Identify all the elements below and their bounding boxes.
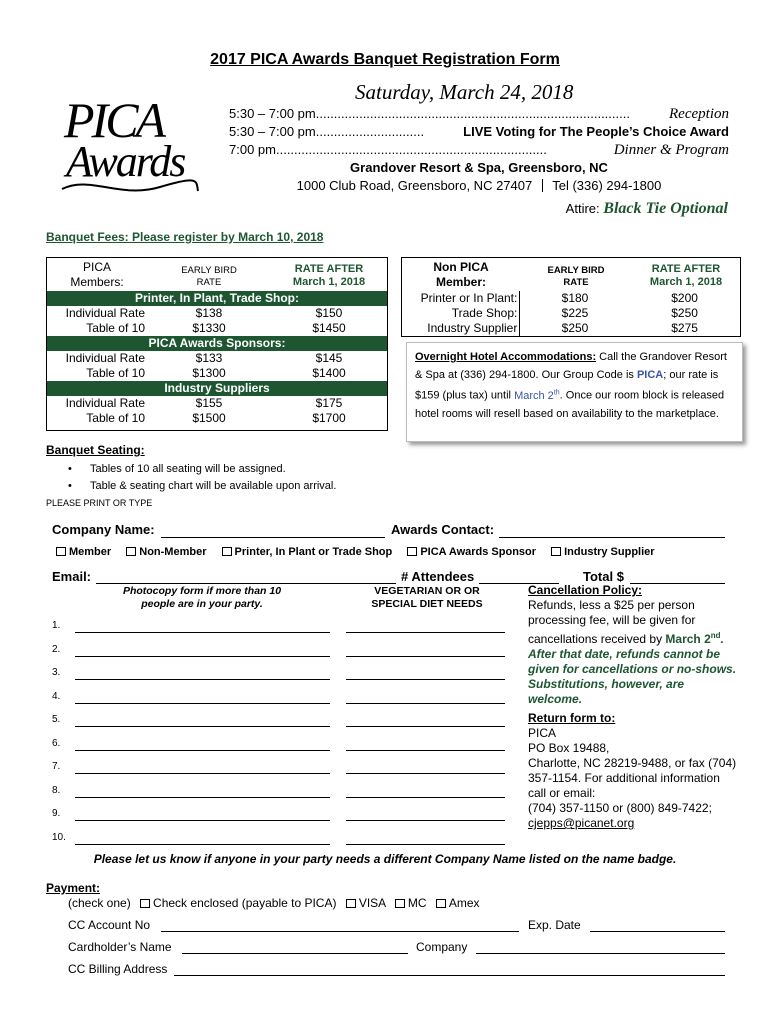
schedule-time: 5:30 – 7:00 pm <box>229 124 316 139</box>
cancellation-deadline-suffix: nd <box>710 631 721 640</box>
attendee-name-field[interactable] <box>75 797 330 798</box>
schedule-time: 7:00 pm <box>229 142 276 157</box>
cc-account-label: CC Account No <box>68 918 151 932</box>
dot-leader: ....................................................................................... <box>315 106 630 121</box>
attendee-number: 4. <box>52 690 61 702</box>
cancellation-deadline <box>665 632 720 646</box>
row-label: Individual Rate <box>65 396 145 410</box>
group-code: PICA <box>636 369 664 381</box>
diet-needs-field[interactable] <box>346 726 505 727</box>
cancellation-deadline-date: March 2 <box>665 632 711 646</box>
table-row <box>47 396 387 411</box>
schedule-row <box>229 105 729 123</box>
attire-value: Black Tie Optional <box>603 200 728 217</box>
members-heading-line: PICA <box>82 260 111 274</box>
rate-after-heading <box>279 263 379 289</box>
hotel-info-box <box>406 342 743 442</box>
attendee-name-field[interactable] <box>75 820 330 821</box>
checkbox-icon[interactable] <box>395 899 405 908</box>
hotel-text: . Once our room block is released hotel rooms will resell based on availability to the marketplace. <box>415 389 725 420</box>
cardholder-field[interactable] <box>182 953 408 954</box>
awards-contact-label: Awards Contact: <box>391 522 495 537</box>
diet-needs-field[interactable] <box>346 632 505 633</box>
after-price: $250 <box>671 306 698 320</box>
diet-needs-field[interactable] <box>346 773 505 774</box>
diet-heading: VEGETARIAN OR OR SPECIAL DIET NEEDS <box>371 585 483 610</box>
rate-after-heading <box>634 263 738 289</box>
checkbox-icon[interactable] <box>346 899 356 908</box>
attendee-name-field[interactable] <box>75 703 330 704</box>
rate-after-date: March 1, 2018 <box>292 276 366 288</box>
venue-address: 1000 Club Road, Greensboro, NC 27407 <box>296 178 533 193</box>
diet-needs-field[interactable] <box>346 656 505 657</box>
dot-leader: ........................................................................... <box>275 142 547 157</box>
early-bird-price: $133 <box>195 351 223 365</box>
cc-account-field[interactable] <box>161 931 519 932</box>
hotel-text: ; our rate is $159 (plus tax) until <box>415 369 719 402</box>
attendee-number: 6. <box>52 737 61 749</box>
attendee-name-field[interactable] <box>75 656 330 657</box>
nonmember-heading-line: Member: <box>435 275 486 289</box>
schedule-event: Dinner & Program <box>613 142 729 158</box>
rate-after-label: RATE AFTER <box>651 263 721 275</box>
cardholder-label: Cardholder’s Name <box>68 940 172 954</box>
table-row <box>402 291 740 306</box>
cancellation-policy <box>528 583 740 707</box>
nonmember-heading-line: Non PICA <box>433 260 489 274</box>
members-fee-table <box>46 257 388 431</box>
option-label: Check enclosed (payable to PICA) <box>153 896 337 910</box>
section-bar <box>47 291 387 306</box>
attendee-number: 1. <box>52 620 61 631</box>
seating-list <box>68 461 336 495</box>
table-row <box>47 366 387 381</box>
checkbox-icon[interactable] <box>56 547 66 556</box>
return-line: PO Box 19488, <box>528 741 610 755</box>
return-line: PICA <box>528 726 557 740</box>
checkbox-icon[interactable] <box>551 547 561 556</box>
cancellation-heading: Cancellation Policy: <box>528 583 643 597</box>
return-form <box>528 711 740 831</box>
after-price: $275 <box>671 321 698 335</box>
pica-awards-logo <box>60 92 200 205</box>
early-bird-heading <box>530 265 622 289</box>
after-price: $1400 <box>312 366 346 380</box>
cancellation-text-part: . After that date, refunds cannot be given for cancellations or no-shows. Substitutions, however, are welcome. <box>528 632 737 706</box>
attire <box>566 200 728 218</box>
section-bar <box>47 336 387 351</box>
members-fee-rows <box>47 291 387 426</box>
hotel-deadline-suffix: th <box>553 389 560 396</box>
after-price: $200 <box>671 291 698 305</box>
category-option-non-member[interactable] <box>126 546 206 558</box>
early-bird-price: $180 <box>561 291 589 305</box>
category-options <box>56 546 655 558</box>
row-label: Trade Shop: <box>402 306 520 321</box>
hotel-deadline <box>514 390 560 402</box>
nonmember-fee-table <box>401 257 741 337</box>
early-bird-price: $1330 <box>192 321 226 335</box>
hotel-text: Call the Grandover Resort & Spa at (336) 294-1800. Our Group Code is <box>415 351 727 381</box>
attendee-number: 5. <box>52 714 61 725</box>
attendee-number: 7. <box>52 761 61 772</box>
option-label: PICA Awards Sponsor <box>420 546 537 558</box>
table-row <box>402 306 740 321</box>
early-bird-price: $225 <box>561 306 589 320</box>
option-label: MC <box>407 896 427 910</box>
total-label: Total $ <box>583 569 624 584</box>
row-label: Industry Supplier <box>402 321 520 336</box>
row-label: Printer or In Plant: <box>402 291 520 306</box>
list-item <box>68 461 336 478</box>
seating-heading: Banquet Seating: <box>46 443 145 457</box>
email-label: Email: <box>52 569 92 584</box>
early-bird-price: $138 <box>195 306 223 320</box>
diet-needs-field[interactable] <box>346 797 505 798</box>
early-bird-price: $1300 <box>192 366 226 380</box>
hotel-heading: Overnight Hotel Accommodations: <box>415 351 597 363</box>
diet-needs-field[interactable] <box>346 703 505 704</box>
attendee-name-field[interactable] <box>75 844 330 845</box>
row-label: Table of 10 <box>86 411 145 425</box>
checkbox-icon[interactable] <box>140 899 150 908</box>
table-row <box>47 321 387 336</box>
return-line: (704) 357-1150 or (800) 849-7422; <box>528 801 712 815</box>
after-price: $145 <box>315 351 343 365</box>
section-name: Printer, In Plant, Trade Shop: <box>47 291 387 306</box>
attendee-name-field[interactable] <box>75 750 330 751</box>
event-date: Saturday, March 24, 2018 <box>355 80 574 104</box>
check-one-label: (check one) <box>68 896 131 910</box>
attendee-number: 10. <box>52 831 66 843</box>
after-price: $1700 <box>312 411 346 425</box>
bullet-icon: • <box>68 480 72 492</box>
attendees-label: # Attendees <box>401 569 475 584</box>
logo-line-2: Awards <box>66 137 185 186</box>
early-bird-price: $250 <box>561 321 589 335</box>
early-bird-label: EARLY BIRD <box>181 265 237 276</box>
schedule-time: 5:30 – 7:00 pm <box>229 106 316 121</box>
diet-needs-field[interactable] <box>346 844 505 845</box>
members-heading-line: Members: <box>70 275 124 289</box>
early-bird-price: $155 <box>195 396 223 410</box>
list-item <box>68 478 336 495</box>
venue-address-line <box>229 178 729 193</box>
attendee-name-field[interactable] <box>75 773 330 774</box>
row-label: Table of 10 <box>86 366 145 380</box>
billing-address-label: CC Billing Address <box>68 962 168 976</box>
diet-needs-field[interactable] <box>346 820 505 821</box>
payment-heading: Payment: <box>46 881 101 895</box>
email-field[interactable] <box>96 583 396 584</box>
divider <box>542 179 543 192</box>
attendee-number: 9. <box>52 808 61 819</box>
company-label: Company Name: <box>52 522 155 537</box>
table-row <box>402 321 740 336</box>
payment-option-mc[interactable] <box>395 896 427 910</box>
return-line: Charlotte, NC 28219-9488, or fax (704) 357-1154. For additional information call or email: <box>528 756 737 800</box>
early-bird-price: $1500 <box>192 411 226 425</box>
attendee-number: 2. <box>52 643 61 655</box>
attendee-name-field[interactable] <box>75 632 330 633</box>
print-note: PLEASE PRINT OR TYPE <box>46 498 153 508</box>
payment-option-amex[interactable] <box>436 896 480 910</box>
diet-needs-field[interactable] <box>346 750 505 751</box>
attire-label: Attire: <box>565 201 600 216</box>
page-title: 2017 PICA Awards Banquet Registration Form <box>210 51 560 68</box>
option-label: Industry Supplier <box>564 546 655 558</box>
members-heading <box>47 260 147 290</box>
section-name: PICA Awards Sponsors: <box>47 336 387 351</box>
cancellation-text <box>528 598 740 707</box>
table-row <box>47 306 387 321</box>
company-payment-label: Company <box>416 940 468 954</box>
rate-label: RATE <box>563 277 589 288</box>
row-label: Individual Rate <box>65 306 145 320</box>
nonmember-heading <box>402 260 520 290</box>
billing-address-field[interactable] <box>174 975 725 976</box>
rate-after-date: March 1, 2018 <box>649 276 723 288</box>
nonmember-fee-rows <box>402 291 740 336</box>
option-label: Printer, In Plant or Trade Shop <box>234 546 393 558</box>
cancellation-text-part: Refunds, less a $25 per person processing fee, will be given for cancellations received by <box>528 598 696 646</box>
bullet-icon: • <box>68 463 72 475</box>
logo-flourish-icon <box>60 92 200 205</box>
section-name: Industry Suppliers <box>47 381 387 396</box>
category-option-sponsor[interactable] <box>407 546 536 558</box>
category-option-printer[interactable] <box>222 546 393 558</box>
exp-date-label: Exp. Date <box>528 918 581 932</box>
name-badge-note: Please let us know if anyone in your party needs a different Company Name listed on the name badge. <box>93 852 677 866</box>
checkbox-icon[interactable] <box>436 899 446 908</box>
return-email-link[interactable]: cjepps@picanet.org <box>528 816 635 830</box>
hotel-deadline-date: March 2 <box>514 389 554 402</box>
fees-heading: Banquet Fees: Please register by March 10, 2018 <box>46 230 324 244</box>
venue-phone: Tel (336) 294-1800 <box>552 178 662 193</box>
schedule-row <box>229 123 729 141</box>
rate-label: RATE <box>196 277 222 288</box>
checkbox-icon[interactable] <box>407 547 417 556</box>
checkbox-icon[interactable] <box>222 547 232 556</box>
list-item-text: Tables of 10 all seating will be assigned. <box>90 463 286 475</box>
company-name-field[interactable] <box>161 537 385 538</box>
venue: Grandover Resort & Spa, Greensboro, NC <box>350 160 608 175</box>
early-bird-heading <box>167 265 251 289</box>
awards-contact-field[interactable] <box>499 537 725 538</box>
table-row <box>47 351 387 366</box>
row-label: Individual Rate <box>65 351 145 365</box>
list-item-text: Table & seating chart will be available upon arrival. <box>90 480 337 492</box>
attendee-number: 3. <box>52 667 61 678</box>
category-option-member[interactable] <box>56 546 111 558</box>
early-bird-label: EARLY BIRD <box>547 265 605 276</box>
attendee-name-field[interactable] <box>75 679 330 680</box>
dot-leader: .............................. <box>315 124 425 139</box>
exp-date-field[interactable] <box>590 931 725 932</box>
return-heading: Return form to: <box>528 711 616 725</box>
attendee-name-field[interactable] <box>75 726 330 727</box>
after-price: $175 <box>315 396 343 410</box>
schedule <box>229 105 729 159</box>
option-label: VISA <box>358 896 386 910</box>
payment-option-visa[interactable] <box>346 896 386 910</box>
diet-needs-field[interactable] <box>346 679 505 680</box>
category-option-supplier[interactable] <box>551 546 654 558</box>
schedule-row <box>229 141 729 159</box>
logo-line-1: PICA <box>64 92 164 148</box>
checkbox-icon[interactable] <box>126 547 136 556</box>
schedule-event: Reception <box>669 106 729 122</box>
after-price: $1450 <box>312 321 346 335</box>
section-bar <box>47 381 387 396</box>
row-label: Table of 10 <box>86 321 145 335</box>
option-label: Non-Member <box>139 546 207 558</box>
payment-options <box>68 896 480 910</box>
payment-option-check[interactable] <box>140 896 336 910</box>
table-row <box>47 411 387 426</box>
photocopy-note: Photocopy form if more than 10 people are in your party. <box>122 585 282 610</box>
schedule-event: LIVE Voting for The People’s Choice Award <box>463 124 729 139</box>
rate-after-label: RATE AFTER <box>294 263 364 275</box>
company-payment-field[interactable] <box>476 953 725 954</box>
option-label: Member <box>69 546 112 558</box>
attendee-number: 8. <box>52 784 61 796</box>
after-price: $150 <box>315 306 343 320</box>
option-label: Amex <box>448 896 480 910</box>
